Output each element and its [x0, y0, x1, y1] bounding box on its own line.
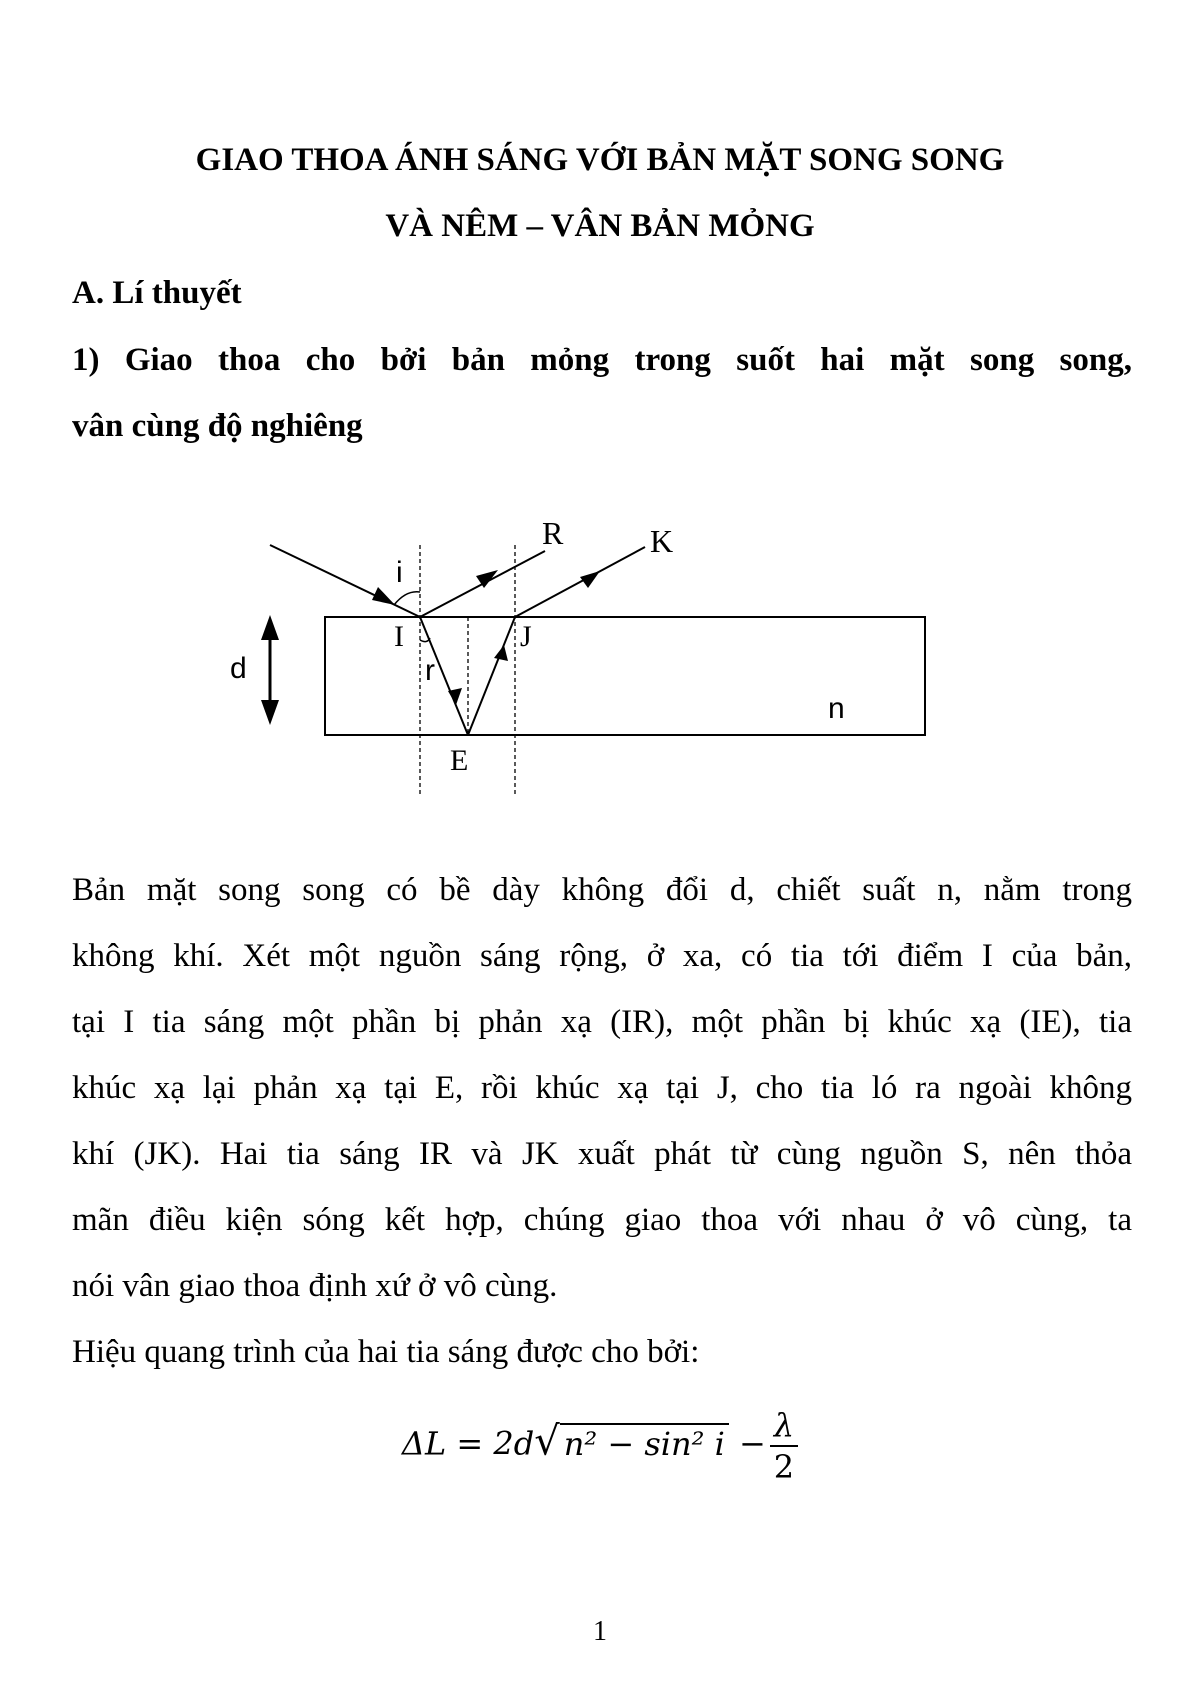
formula-minus: − — [728, 1424, 766, 1463]
reflected-ray-ej — [468, 617, 515, 735]
formula-frac-den: 2 — [773, 1448, 795, 1486]
paragraph-line: nói vân giao thoa định xứ ở vô cùng. — [72, 1268, 558, 1304]
label-k-ray: K — [650, 523, 674, 559]
thin-film-diagram — [230, 515, 970, 840]
paragraph-line: Bản mặt song song có bề dày không đổi d, chiết suất n, nằm trong — [72, 872, 1132, 908]
label-i: i — [396, 556, 403, 589]
paragraph-line: không khí. Xét một nguồn sáng rộng, ở xa, có tia tới điểm I của bản, — [72, 938, 1132, 974]
paragraph-line: khúc xạ lại phản xạ tại E, rồi khúc xạ tại J, cho tia ló ra ngoài không — [72, 1070, 1132, 1106]
title-line-2: VÀ NÊM – VÂN BẢN MỎNG — [385, 208, 815, 244]
formula-sqrt-content: n² − sin² i — [560, 1423, 729, 1463]
section-a-heading: A. Lí thuyết — [72, 275, 242, 311]
label-d: d — [230, 652, 247, 685]
subsection-1-heading-line-1: 1) Giao thoa cho bởi bản mỏng trong suốt hai mặt song song, — [72, 342, 1132, 378]
optical-path-formula: ΔL = 2d√ n² − sin² i − $\frac{\lambda}{2}$ — [0, 1405, 1200, 1487]
formula-fraction — [770, 1405, 798, 1487]
label-point-i: I — [394, 620, 404, 653]
label-n: n — [828, 692, 845, 725]
formula-frac-num: λ — [770, 1405, 798, 1447]
formula-lhs: ΔL = 2d — [401, 1424, 535, 1463]
paragraph-line: tại I tia sáng một phần bị phản xạ (IR), một phần bị khúc xạ (IE), tia — [72, 1004, 1132, 1040]
angle-i-arc — [394, 592, 420, 605]
paragraph-2: Hiệu quang trình của hai tia sáng được cho bởi: — [72, 1334, 700, 1370]
title-line-1: GIAO THOA ÁNH SÁNG VỚI BẢN MẶT SONG SONG — [195, 142, 1005, 178]
label-point-j: J — [520, 620, 532, 653]
label-r-ray: R — [542, 515, 564, 551]
paragraph-line: khí (JK). Hai tia sáng IR và JK xuất phát từ cùng nguồn S, nên thỏa — [72, 1136, 1132, 1172]
subsection-1-heading-line-2: vân cùng độ nghiêng — [72, 408, 363, 444]
label-point-e: E — [450, 744, 469, 777]
page-number: 1 — [593, 1616, 607, 1647]
label-r-angle: r — [425, 654, 435, 687]
paragraph-line: mãn điều kiện sóng kết hợp, chúng giao thoa với nhau ở vô cùng, ta — [72, 1202, 1132, 1238]
